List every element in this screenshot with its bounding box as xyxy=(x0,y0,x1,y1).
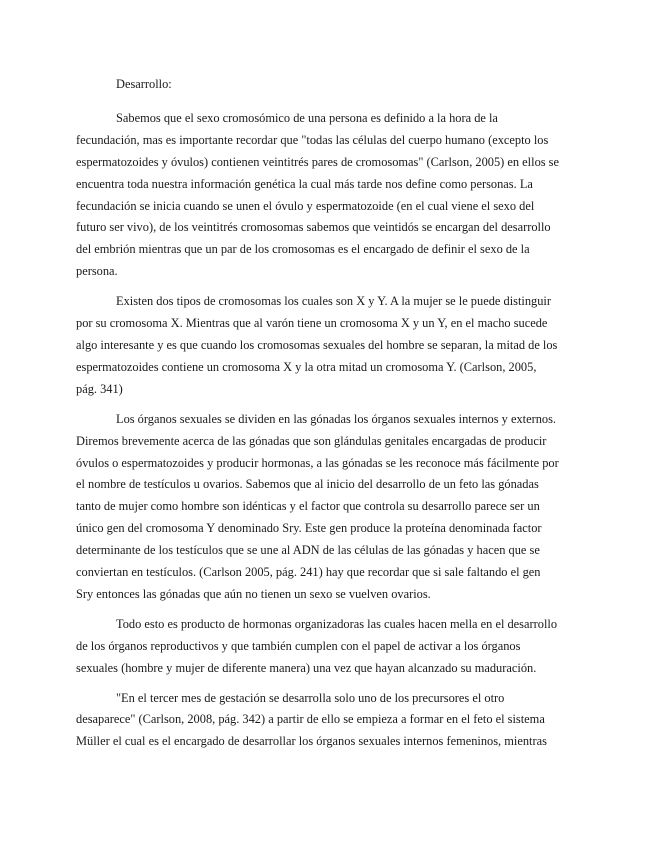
text-line: Sry entonces las gónadas que aún no tienen un sexo se vuelven ovarios. xyxy=(76,586,431,601)
text-line: "En el tercer mes de gestación se desarrolla solo uno de los precursores el otro xyxy=(116,690,505,705)
text-line: determinante de los testículos que se une al ADN de las células de las gónadas y hacen que se xyxy=(76,543,540,558)
text-line: persona. xyxy=(76,264,118,279)
text-line: Los órganos sexuales se dividen en las gónadas los órganos sexuales internos y externos. xyxy=(116,411,557,426)
paragraph xyxy=(76,409,581,606)
text-line: futuro ser vivo), de los veintitrés cromosomas sabemos que veintidós se encargan del desarrollo xyxy=(76,220,551,235)
text-line: sexuales (hombre y mujer de diferente manera) una vez que hayan alcanzado su maduración. xyxy=(76,660,537,675)
text-line: único gen del cromosoma Y denominado Sry. Este gen produce la proteína denominada factor xyxy=(76,521,542,536)
text-line: óvulos o espermatozoides y producir hormonas, a las gónadas se les reconoce más fácilmente por xyxy=(76,455,559,470)
text-line: algo interesante y es que cuando los cromosomas sexuales del hombre se separan, la mitad de los xyxy=(76,337,558,352)
paragraph xyxy=(76,688,581,754)
text-line: Existen dos tipos de cromosomas los cuales son X y Y. A la mujer se le puede distinguir xyxy=(116,294,551,309)
text-line: fecundación, mas es importante recordar que "todas las células del cuerpo humano (excepto los xyxy=(76,132,549,147)
body-text xyxy=(76,108,581,753)
text-line: tanto de mujer como hombre son idénticas y el factor que controla su desarrollo parece ser un xyxy=(76,499,540,514)
text-line: espermatozoides y óvulos) contienen veintitrés pares de cromosomas" (Carlson, 2005) en ellos se xyxy=(76,154,560,169)
section-heading: Desarrollo: xyxy=(116,77,172,91)
paragraph xyxy=(76,614,581,680)
text-line: encuentra toda nuestra información genética la cual más tarde nos define como personas. La xyxy=(76,176,533,191)
text-line: desaparece" (Carlson, 2008, pág. 342) a partir de ello se empieza a formar en el feto el sistema xyxy=(76,712,545,727)
text-line: Sabemos que el sexo cromosómico de una persona es definido a la hora de la xyxy=(116,110,498,125)
text-line: pág. 341) xyxy=(76,381,123,396)
text-line: conviertan en testículos. (Carlson 2005, pág. 241) hay que recordar que si sale faltando el gen xyxy=(76,565,541,580)
text-line: por su cromosoma X. Mientras que al varón tiene un cromosoma X y un Y, en el macho sucede xyxy=(76,316,548,331)
text-line: el nombre de testículos u ovarios. Sabemos que al inicio del desarrollo de un feto las gónadas xyxy=(76,477,539,492)
paragraph xyxy=(76,291,581,401)
text-line: Diremos brevemente acerca de las gónadas que son glándulas genitales encargadas de producir xyxy=(76,433,547,448)
text-line: de los órganos reproductivos y que también cumplen con el papel de activar a los órganos xyxy=(76,638,521,653)
text-line: espermatozoides contiene un cromosoma X y la otra mitad un cromosoma Y. (Carlson, 2005, xyxy=(76,359,537,374)
text-line: fecundación se inicia cuando se unen el óvulo y espermatozoide (en el cual viene el sexo del xyxy=(76,198,535,213)
text-line: Müller el cual es el encargado de desarrollar los órganos sexuales internos femeninos, mientras xyxy=(76,734,547,749)
text-line: del embrión mientras que un par de los cromosomas es el encargado de definir el sexo de la xyxy=(76,242,530,257)
paragraph xyxy=(76,108,581,283)
text-line: Todo esto es producto de hormonas organizadoras las cuales hacen mella en el desarrollo xyxy=(116,616,558,631)
